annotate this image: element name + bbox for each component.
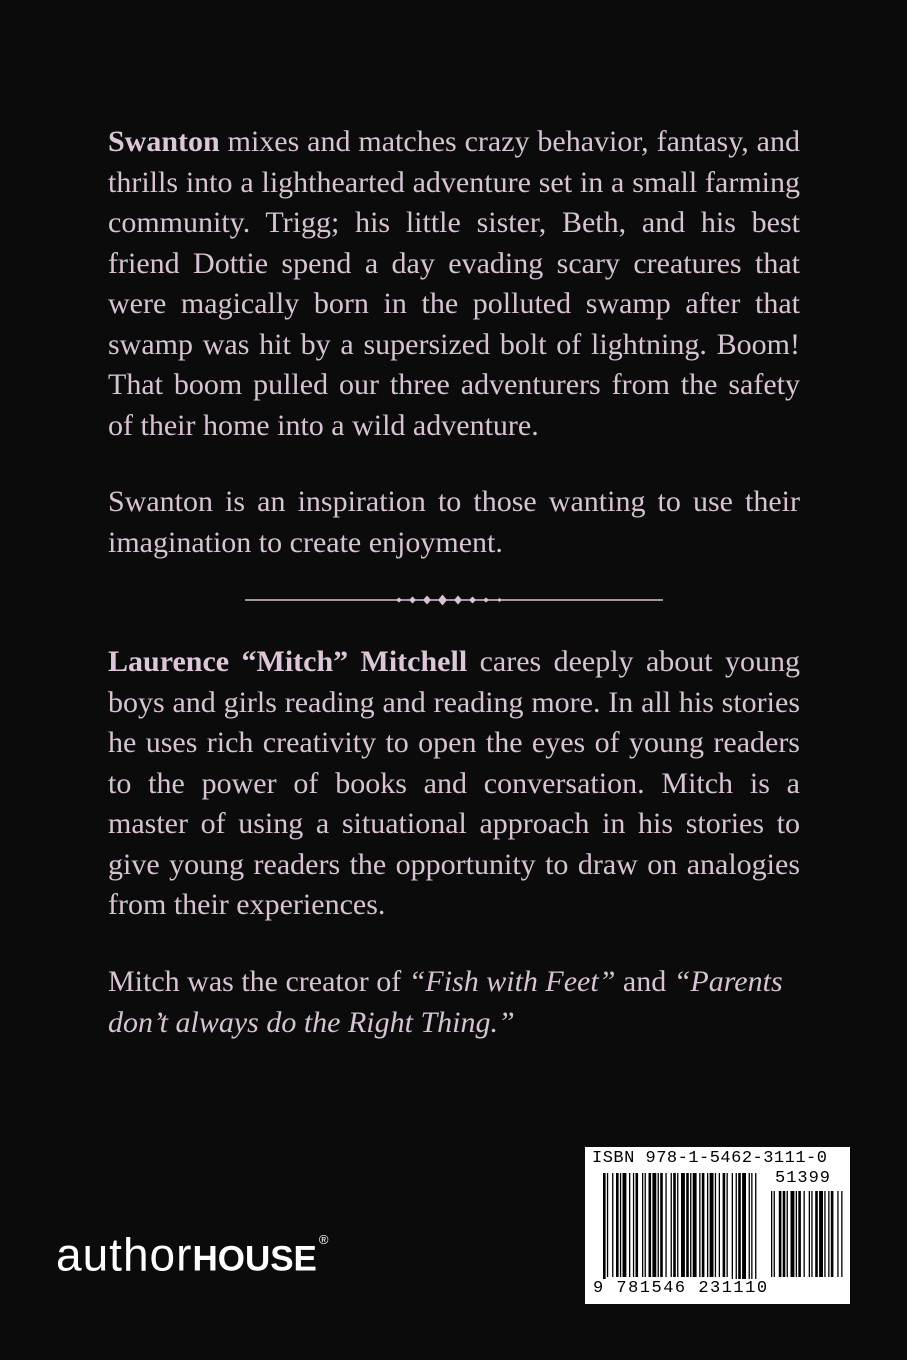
barcode-bar [607, 1173, 608, 1277]
barcode-addon-bar [787, 1191, 788, 1277]
barcode-bar [642, 1173, 643, 1277]
barcode-bar [633, 1173, 634, 1277]
barcode-addon-bar [774, 1191, 775, 1277]
barcode-addon-bar [771, 1191, 772, 1277]
bio-text-2-prefix: Mitch was the creator of [108, 965, 409, 998]
barcode-bar [736, 1173, 737, 1281]
barcode-addon-bar [811, 1191, 812, 1277]
barcode-bar [702, 1173, 705, 1277]
barcode-bar [710, 1173, 714, 1277]
barcode-bar [686, 1173, 689, 1277]
barcode-addon-bar [819, 1191, 823, 1277]
barcode-bar [690, 1173, 691, 1277]
barcode-bar [658, 1173, 659, 1277]
barcode-bar [723, 1173, 726, 1277]
barcode-bar [699, 1173, 700, 1277]
barcode-bar [652, 1173, 656, 1277]
book-title-parents: “Parents don’t always do the Right Thing.” [108, 965, 783, 1039]
barcode-addon-bar [783, 1191, 786, 1277]
barcode-bar [707, 1173, 708, 1277]
barcode-addon-bar [804, 1191, 805, 1277]
barcode-bar [749, 1173, 750, 1281]
barcode-addon-bar [815, 1191, 818, 1277]
bio-paragraph-1 [108, 642, 800, 926]
barcode-addon-bar [779, 1191, 782, 1277]
book-title-fish-with-feet: “Fish with Feet” [408, 965, 616, 998]
barcode-bar [677, 1173, 678, 1277]
barcode-addon-bar [809, 1191, 810, 1277]
barcode-bar [738, 1173, 741, 1281]
isbn-label: ISBN 978-1-5462-3111-0 [592, 1149, 828, 1168]
barcode-bar [742, 1173, 746, 1281]
bio-text-1: cares deeply about young boys and girls reading and reading more. In all his stories he uses rich creativity to open the eyes of young readers to the power of books and conversation. Mitch is a master of using a situational approach in his stories to give young readers the opportunity to draw on analogies from their experiences. [108, 645, 800, 921]
barcode-bar [623, 1173, 627, 1277]
publisher-logo [56, 1220, 330, 1289]
barcode-bar [616, 1173, 619, 1277]
blurb-paragraph-1 [108, 122, 800, 446]
bio-text-2-middle: and [615, 965, 674, 998]
barcode-bar [620, 1173, 621, 1277]
barcode-bar [645, 1173, 646, 1277]
barcode-addon-bar [831, 1191, 834, 1277]
blurb-text-1: mixes and matches crazy behavior, fantasy, and thrills into a lighthearted adventure set in a small farming community. Trigg; his little sister, Beth, and his best friend Dottie spend a day evading scary creatures that were magically born in the polluted swamp after that swamp was hit by a supersized bolt of lightning. Boom! That boom pulled our three adventurers from the safety of their home into a wild adventure. [108, 125, 800, 442]
barcode-bar [629, 1173, 630, 1277]
barcode-bar [665, 1173, 666, 1277]
barcode-bar [649, 1173, 652, 1277]
publisher-name-part-2: HOUSE [192, 1239, 317, 1279]
barcode-bar [732, 1173, 733, 1281]
barcode-addon-bar [841, 1191, 842, 1277]
barcode-bar [727, 1173, 728, 1277]
barcode-bar [603, 1173, 606, 1281]
publisher-name-part-1: author [56, 1228, 193, 1281]
book-title: Swanton [108, 125, 220, 158]
barcode-addon-bar [798, 1191, 801, 1277]
barcode-addon-bar [828, 1191, 829, 1277]
barcode-bar [751, 1173, 752, 1281]
barcode-addon-bar [837, 1191, 838, 1277]
registered-mark: ® [318, 1232, 330, 1247]
barcode-bar [693, 1173, 697, 1277]
barcode-addon-bar [796, 1191, 797, 1277]
bio-paragraph-2 [108, 962, 800, 1043]
barcode-bar [681, 1173, 685, 1277]
barcode-bar [636, 1173, 639, 1277]
author-name: Laurence “Mitch” Mitchell [108, 645, 468, 678]
barcode-digits: 9 781546 231110 [593, 1279, 769, 1298]
blurb-paragraph-2: Swanton is an inspiration to those wanting to use their imagination to create enjoyment. [108, 485, 800, 559]
ornamental-divider [245, 588, 663, 612]
barcode-bar [612, 1173, 613, 1277]
isbn-barcode [585, 1147, 850, 1304]
barcode-addon-number: 51399 [775, 1169, 832, 1188]
barcode-bar [715, 1173, 716, 1277]
barcode-bar [660, 1173, 663, 1277]
barcode-addon-bar [824, 1191, 825, 1277]
barcode-bar [719, 1173, 720, 1277]
barcode-bar [755, 1173, 756, 1281]
barcode-bar [673, 1173, 676, 1277]
barcode-bar [671, 1173, 672, 1277]
barcode-addon-bar [791, 1191, 795, 1277]
